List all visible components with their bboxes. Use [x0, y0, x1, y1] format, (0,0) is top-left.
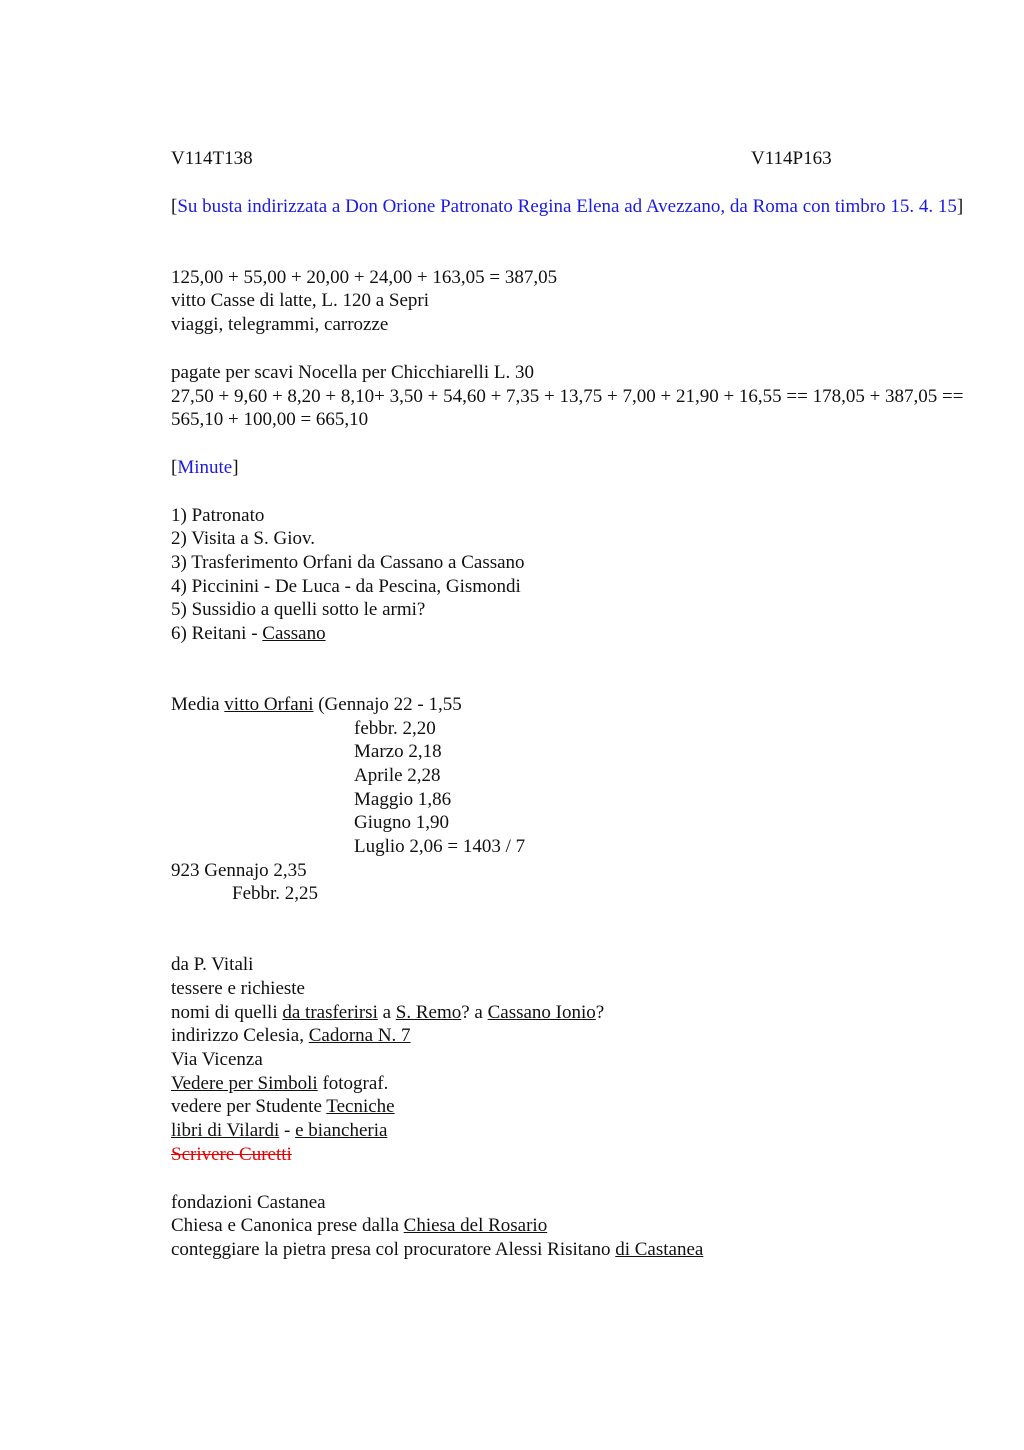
vitali-line-8	[171, 1119, 971, 1143]
list-item-3: 3) Trasferimento Orfani da Cassano a Cassano	[171, 552, 525, 574]
vitali-line-5: Via Vicenza	[171, 1048, 263, 1070]
sum-line-2: 27,50 + 9,60 + 8,20 + 8,10+ 3,50 + 54,60 + 7,35 + 13,75 + 7,00 + 21,90 + 16,55 == 178,05 + 387,05 == 565,10 + 100,00 = 665,10	[171, 385, 964, 431]
media-923-january: 923 Gennajo 2,35	[171, 859, 307, 881]
underlined-segment: Tecniche	[326, 1096, 395, 1118]
media-923-february: Febbr. 2,25	[232, 883, 319, 905]
castanea-line-3	[171, 1238, 971, 1262]
right-code: V114P163	[751, 148, 832, 169]
media-march: Marzo 2,18	[354, 741, 442, 763]
underlined-segment: Vedere per Simboli	[171, 1072, 318, 1094]
underlined-segment: libri di Vilardi	[171, 1120, 280, 1142]
vitali-line-2: tessere e richieste	[171, 977, 305, 999]
text-segment: Chiesa e Canonica prese dalla	[171, 1215, 404, 1237]
bracket-open: [	[171, 196, 178, 217]
text-segment: fotograf.	[317, 1072, 389, 1094]
underlined-segment: S. Remo	[395, 1001, 462, 1023]
underlined-segment: da trasferirsi	[282, 1001, 378, 1023]
text-segment: vedere per Studente	[171, 1096, 327, 1118]
text-segment: ?	[595, 1001, 605, 1023]
underlined-segment: Chiesa del Rosario	[403, 1215, 548, 1237]
accounts-line-4: pagate per scavi Nocella per Chicchiarelli L. 30	[171, 361, 534, 383]
castanea-line-1: fondazioni Castanea	[171, 1191, 326, 1213]
media-prefix: Media	[171, 693, 225, 715]
sum-line-1: 125,00 + 55,00 + 20,00 + 24,00 + 163,05 = 387,05	[171, 266, 558, 288]
list-item-6	[171, 622, 971, 646]
text-segment: a	[377, 1001, 396, 1023]
underlined-segment: Cassano Ionio	[487, 1001, 596, 1023]
bracket-close: ]	[232, 456, 239, 478]
media-january: (Gennajo 22 - 1,55	[313, 693, 462, 715]
bracket-close: ]	[956, 196, 964, 217]
media-july: Luglio 2,06 = 1403 / 7	[354, 836, 526, 858]
media-april: Aprile 2,28	[354, 764, 441, 786]
text-segment: ? a	[461, 1001, 488, 1023]
text-segment: nomi di quelli	[171, 1001, 283, 1023]
media-february: febbr. 2,20	[354, 717, 436, 739]
media-may: Maggio 1,86	[354, 788, 452, 810]
struck-line: Scrivere Curetti	[171, 1143, 292, 1165]
text-segment: -	[279, 1120, 296, 1142]
left-code: V114T138	[171, 148, 253, 169]
list-item-4: 4) Piccinini - De Luca - da Pescina, Gismondi	[171, 575, 521, 597]
accounts-line-3: viaggi, telegrammi, carrozze	[171, 314, 389, 336]
vitali-line-3	[171, 1001, 971, 1025]
document-page	[171, 147, 971, 1262]
vitali-line-1: da P. Vitali	[171, 954, 254, 976]
accounts-line-2: vitto Casse di latte, L. 120 a Sepri	[171, 290, 430, 312]
vitali-line-4	[171, 1024, 971, 1048]
envelope-note	[171, 195, 971, 219]
list-item-5: 5) Sussidio a quelli sotto le armi?	[171, 599, 426, 621]
envelope-note-text: Su busta indirizzata a Don Orione Patronato Regina Elena ad Avezzano, da Roma con timbro 15. 4. 15	[177, 196, 957, 217]
media-underlined: vitto Orfani	[224, 693, 314, 715]
vitali-line-6	[171, 1072, 971, 1096]
underlined-segment: di Castanea	[615, 1238, 704, 1260]
list-item-2: 2) Visita a S. Giov.	[171, 528, 315, 550]
list-item-6-underlined: Cassano	[262, 623, 326, 645]
minute-note-text: Minute	[177, 456, 233, 478]
list-item-6-prefix: 6) Reitani -	[171, 623, 263, 645]
castanea-line-2	[171, 1214, 971, 1238]
media-first-line	[171, 693, 971, 717]
text-segment: indirizzo Celesia,	[171, 1025, 309, 1047]
vitali-line-7	[171, 1095, 971, 1119]
underlined-segment: Cadorna N. 7	[308, 1025, 411, 1047]
document-header	[171, 147, 971, 171]
bracket-open: [	[171, 456, 178, 478]
minute-note	[171, 456, 971, 480]
list-item-1: 1) Patronato	[171, 504, 265, 526]
media-june: Giugno 1,90	[354, 812, 449, 834]
text-segment: conteggiare la pietra presa col procuratore Alessi Risitano	[171, 1238, 616, 1260]
underlined-segment: e biancheria	[295, 1120, 388, 1142]
